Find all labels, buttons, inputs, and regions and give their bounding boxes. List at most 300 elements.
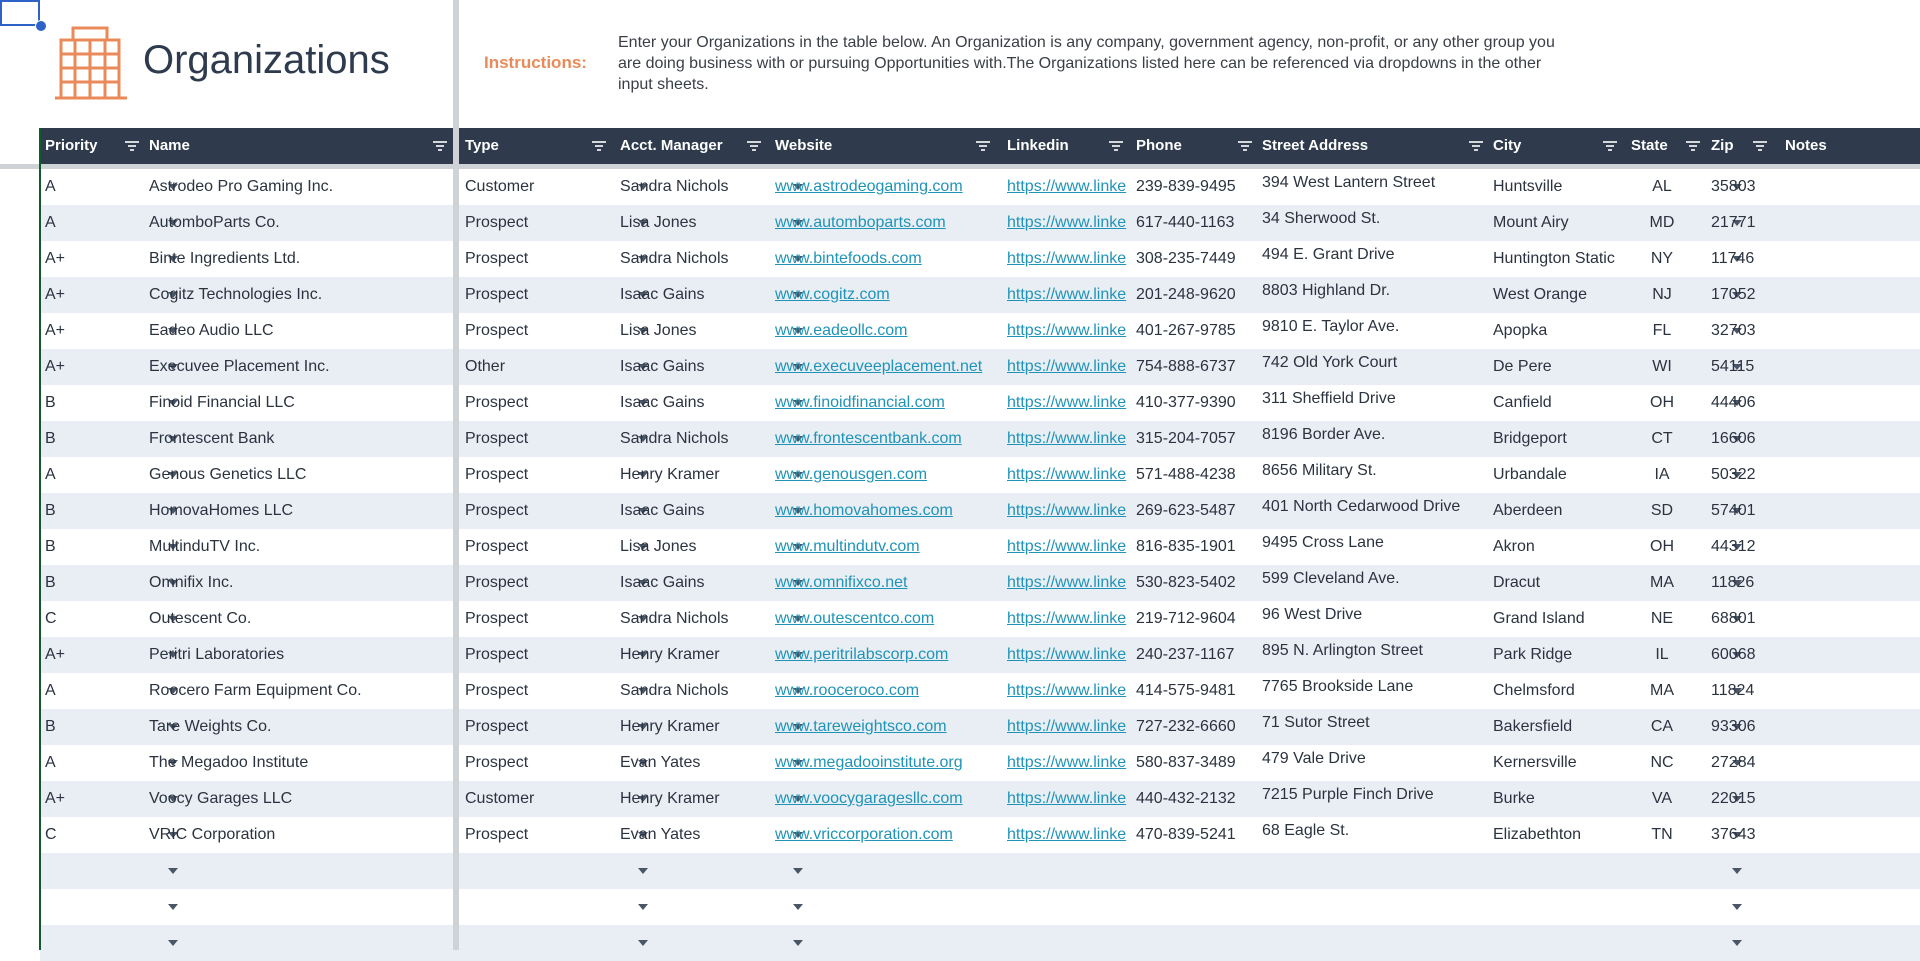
cell-zip[interactable] (1711, 925, 1761, 961)
cell-website[interactable] (775, 385, 999, 421)
cell-website[interactable] (775, 349, 999, 385)
website-link[interactable]: www.megadooinstitute.org (775, 754, 963, 771)
cell-manager[interactable] (620, 529, 767, 565)
column-header-website[interactable] (770, 128, 1002, 164)
cell-priority[interactable] (45, 601, 141, 637)
cell-name[interactable] (149, 313, 457, 349)
linkedin-link[interactable]: https://www.linke (1007, 574, 1127, 591)
linkedin-link[interactable]: https://www.linke (1007, 718, 1127, 735)
cell-state[interactable] (1626, 889, 1698, 925)
cell-priority[interactable] (45, 781, 141, 817)
cell-zip[interactable] (1711, 817, 1761, 853)
cell-city[interactable] (1493, 709, 1623, 745)
freeze-pane-divider[interactable] (453, 0, 459, 950)
cell-linkedin[interactable] (1007, 817, 1128, 853)
cell-name[interactable] (149, 925, 457, 961)
cell-city[interactable] (1493, 637, 1623, 673)
cell-address[interactable] (1262, 745, 1485, 781)
website-link[interactable]: www.omnifixco.net (775, 574, 908, 591)
cell-zip[interactable] (1711, 709, 1761, 745)
website-link[interactable]: www.vriccorporation.com (775, 826, 953, 843)
cell-state[interactable] (1626, 745, 1698, 781)
cell-linkedin[interactable] (1007, 169, 1128, 205)
filter-icon[interactable] (1108, 138, 1124, 154)
cell-manager[interactable] (620, 637, 767, 673)
cell-website[interactable] (775, 637, 999, 673)
cell-phone[interactable] (1136, 277, 1254, 313)
linkedin-link[interactable]: https://www.linke (1007, 646, 1127, 663)
linkedin-link[interactable]: https://www.linke (1007, 826, 1127, 843)
cell-priority[interactable] (45, 853, 141, 889)
linkedin-link[interactable]: https://www.linke (1007, 682, 1127, 699)
cell-address[interactable] (1262, 781, 1485, 817)
cell-city[interactable] (1493, 673, 1623, 709)
column-header-name[interactable] (144, 128, 460, 164)
filter-icon[interactable] (432, 138, 448, 154)
cell-name[interactable] (149, 565, 457, 601)
cell-linkedin[interactable] (1007, 241, 1128, 277)
cell-state[interactable] (1626, 493, 1698, 529)
cell-linkedin[interactable] (1007, 493, 1128, 529)
cell-phone[interactable] (1136, 421, 1254, 457)
filter-icon[interactable] (1752, 138, 1768, 154)
website-link[interactable]: www.multindutv.com (775, 538, 920, 555)
cell-city[interactable] (1493, 457, 1623, 493)
cell-city[interactable] (1493, 205, 1623, 241)
cell-type[interactable] (465, 169, 612, 205)
linkedin-link[interactable]: https://www.linke (1007, 502, 1127, 519)
website-link[interactable]: www.cogitz.com (775, 286, 890, 303)
cell-state[interactable] (1626, 169, 1698, 205)
cell-state[interactable] (1626, 637, 1698, 673)
cell-address[interactable] (1262, 457, 1485, 493)
cell-website[interactable] (775, 169, 999, 205)
cell-address[interactable] (1262, 637, 1485, 673)
cell-manager[interactable] (620, 277, 767, 313)
cell-name[interactable] (149, 637, 457, 673)
linkedin-link[interactable]: https://www.linke (1007, 610, 1127, 627)
filter-icon[interactable] (975, 138, 991, 154)
cell-phone[interactable] (1136, 169, 1254, 205)
cell-priority[interactable] (45, 529, 141, 565)
cell-address[interactable] (1262, 169, 1485, 205)
column-header-address[interactable] (1257, 128, 1488, 164)
cell-name[interactable] (149, 421, 457, 457)
cell-type[interactable] (465, 709, 612, 745)
cell-name[interactable] (149, 817, 457, 853)
cell-priority[interactable] (45, 313, 141, 349)
cell-linkedin[interactable] (1007, 709, 1128, 745)
cell-city[interactable] (1493, 241, 1623, 277)
cell-name[interactable] (149, 457, 457, 493)
cell-type[interactable] (465, 673, 612, 709)
cell-state[interactable] (1626, 817, 1698, 853)
cell-type[interactable] (465, 637, 612, 673)
cell-phone[interactable] (1136, 817, 1254, 853)
cell-zip[interactable] (1711, 205, 1761, 241)
cell-phone[interactable] (1136, 457, 1254, 493)
cell-city[interactable] (1493, 349, 1623, 385)
cell-state[interactable] (1626, 205, 1698, 241)
cell-zip[interactable] (1711, 169, 1761, 205)
cell-name[interactable] (149, 709, 457, 745)
cell-type[interactable] (465, 529, 612, 565)
cell-state[interactable] (1626, 313, 1698, 349)
cell-state[interactable] (1626, 781, 1698, 817)
cell-phone[interactable] (1136, 565, 1254, 601)
cell-zip[interactable] (1711, 349, 1761, 385)
cell-city[interactable] (1493, 889, 1623, 925)
cell-city[interactable] (1493, 601, 1623, 637)
filter-icon[interactable] (746, 138, 762, 154)
cell-type[interactable] (465, 385, 612, 421)
cell-name[interactable] (149, 745, 457, 781)
cell-priority[interactable] (45, 565, 141, 601)
cell-type[interactable] (465, 349, 612, 385)
cell-priority[interactable] (45, 277, 141, 313)
cell-linkedin[interactable] (1007, 853, 1128, 889)
cell-type[interactable] (465, 457, 612, 493)
cell-linkedin[interactable] (1007, 673, 1128, 709)
cell-linkedin[interactable] (1007, 781, 1128, 817)
cell-manager[interactable] (620, 565, 767, 601)
cell-website[interactable] (775, 565, 999, 601)
cell-phone[interactable] (1136, 637, 1254, 673)
cell-manager[interactable] (620, 493, 767, 529)
cell-manager[interactable] (620, 745, 767, 781)
cell-state[interactable] (1626, 385, 1698, 421)
linkedin-link[interactable]: https://www.linke (1007, 790, 1127, 807)
cell-zip[interactable] (1711, 277, 1761, 313)
website-link[interactable]: www.voocygaragesllc.com (775, 790, 963, 807)
cell-state[interactable] (1626, 853, 1698, 889)
cell-website[interactable] (775, 925, 999, 961)
cell-city[interactable] (1493, 925, 1623, 961)
cell-state[interactable] (1626, 673, 1698, 709)
cell-zip[interactable] (1711, 745, 1761, 781)
cell-manager[interactable] (620, 385, 767, 421)
cell-manager[interactable] (620, 673, 767, 709)
website-link[interactable]: www.outescentco.com (775, 610, 935, 627)
cell-phone[interactable] (1136, 385, 1254, 421)
cell-address[interactable] (1262, 853, 1485, 889)
freeze-pane-horizontal[interactable] (0, 164, 1920, 169)
cell-state[interactable] (1626, 241, 1698, 277)
cell-phone[interactable] (1136, 349, 1254, 385)
cell-manager[interactable] (620, 781, 767, 817)
cell-phone[interactable] (1136, 529, 1254, 565)
cell-zip[interactable] (1711, 385, 1761, 421)
cell-manager[interactable] (620, 205, 767, 241)
website-link[interactable]: www.automboparts.com (775, 214, 946, 231)
cell-type[interactable] (465, 493, 612, 529)
cell-name[interactable] (149, 205, 457, 241)
filter-icon[interactable] (591, 138, 607, 154)
cell-address[interactable] (1262, 673, 1485, 709)
cell-state[interactable] (1626, 421, 1698, 457)
cell-state[interactable] (1626, 349, 1698, 385)
cell-linkedin[interactable] (1007, 349, 1128, 385)
cell-address[interactable] (1262, 601, 1485, 637)
website-link[interactable]: www.finoidfinancial.com (775, 394, 945, 411)
cell-address[interactable] (1262, 313, 1485, 349)
cell-zip[interactable] (1711, 493, 1761, 529)
cell-manager[interactable] (620, 925, 767, 961)
website-link[interactable]: www.homovahomes.com (775, 502, 953, 519)
linkedin-link[interactable]: https://www.linke (1007, 178, 1127, 195)
cell-name[interactable] (149, 781, 457, 817)
filter-icon[interactable] (124, 138, 140, 154)
cell-priority[interactable] (45, 637, 141, 673)
cell-state[interactable] (1626, 529, 1698, 565)
cell-website[interactable] (775, 205, 999, 241)
cell-priority[interactable] (45, 889, 141, 925)
cell-manager[interactable] (620, 853, 767, 889)
linkedin-link[interactable]: https://www.linke (1007, 286, 1127, 303)
cell-linkedin[interactable] (1007, 529, 1128, 565)
cell-phone[interactable] (1136, 313, 1254, 349)
linkedin-link[interactable]: https://www.linke (1007, 466, 1127, 483)
cell-zip[interactable] (1711, 421, 1761, 457)
cell-name[interactable] (149, 385, 457, 421)
cell-priority[interactable] (45, 709, 141, 745)
cell-website[interactable] (775, 889, 999, 925)
cell-name[interactable] (149, 493, 457, 529)
cell-city[interactable] (1493, 169, 1623, 205)
filter-icon[interactable] (1468, 138, 1484, 154)
linkedin-link[interactable]: https://www.linke (1007, 430, 1127, 447)
cell-priority[interactable] (45, 493, 141, 529)
cell-website[interactable] (775, 781, 999, 817)
cell-type[interactable] (465, 205, 612, 241)
cell-manager[interactable] (620, 817, 767, 853)
cell-zip[interactable] (1711, 853, 1761, 889)
cell-phone[interactable] (1136, 601, 1254, 637)
cell-address[interactable] (1262, 817, 1485, 853)
filter-icon[interactable] (1237, 138, 1253, 154)
cell-address[interactable] (1262, 925, 1485, 961)
cell-website[interactable] (775, 493, 999, 529)
cell-manager[interactable] (620, 601, 767, 637)
linkedin-link[interactable]: https://www.linke (1007, 250, 1127, 267)
linkedin-link[interactable]: https://www.linke (1007, 214, 1127, 231)
cell-state[interactable] (1626, 277, 1698, 313)
cell-phone[interactable] (1136, 493, 1254, 529)
zip-value: 60068 (1711, 646, 1756, 663)
cell-state[interactable] (1626, 709, 1698, 745)
cell-linkedin[interactable] (1007, 889, 1128, 925)
cell-address[interactable] (1262, 529, 1485, 565)
cell-zip[interactable] (1711, 241, 1761, 277)
cell-manager[interactable] (620, 421, 767, 457)
cell-type[interactable] (465, 817, 612, 853)
cell-type[interactable] (465, 853, 612, 889)
cell-name[interactable] (149, 349, 457, 385)
cell-priority[interactable] (45, 817, 141, 853)
cell-linkedin[interactable] (1007, 601, 1128, 637)
website-link[interactable]: www.astrodeogaming.com (775, 178, 963, 195)
cell-type[interactable] (465, 277, 612, 313)
cell-zip[interactable] (1711, 601, 1761, 637)
cell-manager[interactable] (620, 241, 767, 277)
cell-phone[interactable] (1136, 745, 1254, 781)
cell-website[interactable] (775, 817, 999, 853)
cell-phone[interactable] (1136, 889, 1254, 925)
cell-address[interactable] (1262, 709, 1485, 745)
cell-state[interactable] (1626, 565, 1698, 601)
cell-linkedin[interactable] (1007, 313, 1128, 349)
cell-priority[interactable] (45, 925, 141, 961)
cell-manager[interactable] (620, 889, 767, 925)
cell-linkedin[interactable] (1007, 385, 1128, 421)
cell-type[interactable] (465, 313, 612, 349)
cell-address[interactable] (1262, 277, 1485, 313)
cell-state[interactable] (1626, 925, 1698, 961)
cell-priority[interactable] (45, 745, 141, 781)
cell-city[interactable] (1493, 277, 1623, 313)
linkedin-link[interactable]: https://www.linke (1007, 358, 1127, 375)
cell-name[interactable] (149, 241, 457, 277)
cell-city[interactable] (1493, 565, 1623, 601)
cell-website[interactable] (775, 421, 999, 457)
cell-name[interactable] (149, 169, 457, 205)
cell-priority[interactable] (45, 205, 141, 241)
cell-manager[interactable] (620, 709, 767, 745)
cell-type[interactable] (465, 421, 612, 457)
website-link[interactable]: www.eadeollc.com (775, 322, 908, 339)
website-link[interactable]: www.execuveeplacement.net (775, 358, 983, 375)
state-value: FL (1652, 322, 1672, 339)
linkedin-link[interactable]: https://www.linke (1007, 754, 1127, 771)
cell-linkedin[interactable] (1007, 421, 1128, 457)
cell-website[interactable] (775, 529, 999, 565)
cell-type[interactable] (465, 601, 612, 637)
cell-phone[interactable] (1136, 673, 1254, 709)
cell-website[interactable] (775, 745, 999, 781)
cell-zip[interactable] (1711, 565, 1761, 601)
cell-address[interactable] (1262, 241, 1485, 277)
website-link[interactable]: www.bintefoods.com (775, 250, 922, 267)
cell-zip[interactable] (1711, 637, 1761, 673)
cell-type[interactable] (465, 925, 612, 961)
cell-zip[interactable] (1711, 457, 1761, 493)
cell-name[interactable] (149, 853, 457, 889)
cell-city[interactable] (1493, 385, 1623, 421)
cell-type[interactable] (465, 241, 612, 277)
website-link[interactable]: www.genousgen.com (775, 466, 928, 483)
cell-city[interactable] (1493, 817, 1623, 853)
cell-address[interactable] (1262, 205, 1485, 241)
cell-phone[interactable] (1136, 781, 1254, 817)
cell-priority[interactable] (45, 421, 141, 457)
cell-phone[interactable] (1136, 205, 1254, 241)
cell-name[interactable] (149, 889, 457, 925)
cell-city[interactable] (1493, 529, 1623, 565)
column-header-notes[interactable] (1780, 128, 1920, 164)
cell-city[interactable] (1493, 745, 1623, 781)
cell-zip[interactable] (1711, 529, 1761, 565)
cell-phone[interactable] (1136, 709, 1254, 745)
cell-website[interactable] (775, 313, 999, 349)
cell-city[interactable] (1493, 853, 1623, 889)
cell-address[interactable] (1262, 385, 1485, 421)
cell-linkedin[interactable] (1007, 565, 1128, 601)
cell-city[interactable] (1493, 421, 1623, 457)
cell-address[interactable] (1262, 421, 1485, 457)
cell-manager[interactable] (620, 169, 767, 205)
zip-value: 93306 (1711, 718, 1756, 735)
cell-type[interactable] (465, 565, 612, 601)
cell-zip[interactable] (1711, 889, 1761, 925)
cell-phone[interactable] (1136, 241, 1254, 277)
cell-website[interactable] (775, 241, 999, 277)
cell-website[interactable] (775, 457, 999, 493)
cell-name[interactable] (149, 529, 457, 565)
linkedin-link[interactable]: https://www.linke (1007, 538, 1127, 555)
cell-name[interactable] (149, 673, 457, 709)
cell-type[interactable] (465, 781, 612, 817)
cell-priority[interactable] (45, 169, 141, 205)
cell-zip[interactable] (1711, 313, 1761, 349)
cell-address[interactable] (1262, 349, 1485, 385)
filter-icon[interactable] (1602, 138, 1618, 154)
cell-linkedin[interactable] (1007, 925, 1128, 961)
cell-state[interactable] (1626, 601, 1698, 637)
website-link[interactable]: www.tareweightsco.com (775, 718, 947, 735)
website-link[interactable]: www.frontescentbank.com (775, 430, 962, 447)
cell-priority[interactable] (45, 241, 141, 277)
website-link[interactable]: www.peritrilabscorp.com (775, 646, 949, 663)
cell-website[interactable] (775, 601, 999, 637)
cell-name[interactable] (149, 277, 457, 313)
cell-priority[interactable] (45, 349, 141, 385)
cell-linkedin[interactable] (1007, 205, 1128, 241)
cell-phone[interactable] (1136, 925, 1254, 961)
cell-name[interactable] (149, 601, 457, 637)
cell-manager[interactable] (620, 457, 767, 493)
cell-website[interactable] (775, 709, 999, 745)
filter-icon[interactable] (1685, 138, 1701, 154)
cell-city[interactable] (1493, 781, 1623, 817)
cell-state[interactable] (1626, 457, 1698, 493)
website-link[interactable]: www.rooceroco.com (775, 682, 920, 699)
cell-website[interactable] (775, 277, 999, 313)
cell-address[interactable] (1262, 889, 1485, 925)
cell-type[interactable] (465, 889, 612, 925)
cell-website[interactable] (775, 853, 999, 889)
cell-phone[interactable] (1136, 853, 1254, 889)
linkedin-link[interactable]: https://www.linke (1007, 322, 1127, 339)
cell-city[interactable] (1493, 493, 1623, 529)
cell-address[interactable] (1262, 493, 1485, 529)
cell-website[interactable] (775, 673, 999, 709)
cell-manager[interactable] (620, 313, 767, 349)
cell-city[interactable] (1493, 313, 1623, 349)
cell-priority[interactable] (45, 673, 141, 709)
cell-linkedin[interactable] (1007, 457, 1128, 493)
cell-manager[interactable] (620, 349, 767, 385)
linkedin-link[interactable]: https://www.linke (1007, 394, 1127, 411)
cell-priority[interactable] (45, 457, 141, 493)
cell-zip[interactable] (1711, 781, 1761, 817)
cell-type[interactable] (465, 745, 612, 781)
cell-linkedin[interactable] (1007, 277, 1128, 313)
cell-priority[interactable] (45, 385, 141, 421)
cell-linkedin[interactable] (1007, 745, 1128, 781)
cell-linkedin[interactable] (1007, 637, 1128, 673)
cell-zip[interactable] (1711, 673, 1761, 709)
cell-address[interactable] (1262, 565, 1485, 601)
